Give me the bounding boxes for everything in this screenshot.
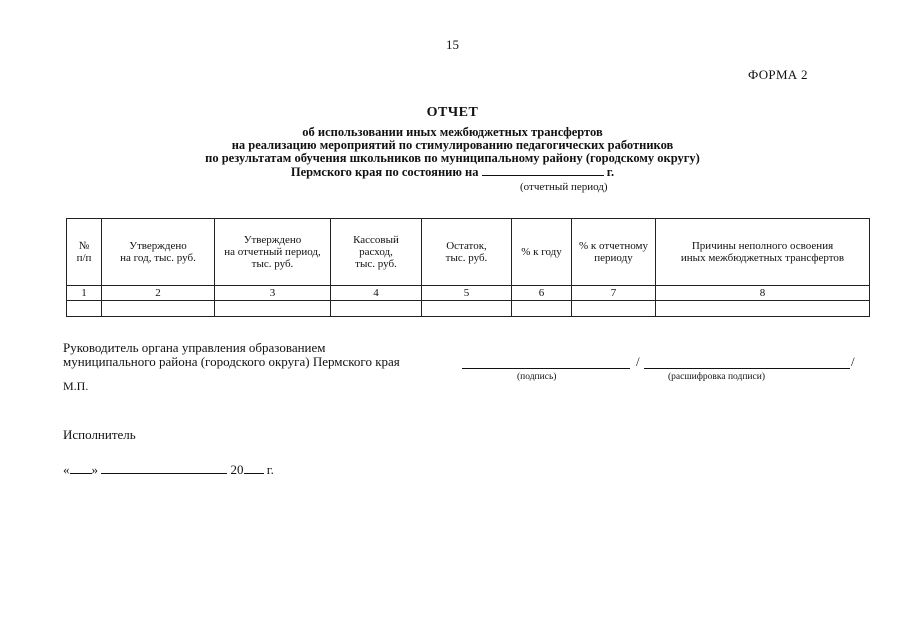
column-header-cash-expense	[331, 219, 422, 286]
table-cell	[512, 301, 572, 317]
column-number: 1	[67, 286, 102, 301]
report-table	[66, 218, 870, 317]
header-line: иных межбюджетных трансфертов	[680, 252, 845, 264]
column-number: 5	[422, 286, 512, 301]
column-header-percent-year	[512, 219, 572, 286]
column-header-reasons	[656, 219, 870, 286]
signature-separator: /	[636, 354, 640, 369]
header-line: тыс. руб.	[251, 258, 294, 270]
date-year-blank	[244, 462, 264, 474]
column-number-row	[67, 286, 870, 301]
table-row	[67, 301, 870, 317]
decode-caption: (расшифровка подписи)	[668, 372, 765, 382]
date-year-suffix: г.	[266, 462, 274, 477]
column-number: 2	[102, 286, 215, 301]
header-line: Остаток,	[446, 240, 487, 252]
signature-field	[462, 368, 630, 369]
stamp-label: М.П.	[63, 379, 89, 393]
subtitle-line-4-prefix: Пермского края по состоянию на	[290, 165, 479, 179]
date-line	[63, 462, 274, 478]
date-day-blank	[70, 462, 92, 474]
subtitle-line-3: по результатам обучения школьников по муниципальному району (городскому округу)	[205, 151, 700, 165]
column-header-approved-year	[102, 219, 215, 286]
header-line: на отчетный период,	[224, 246, 321, 258]
table-cell	[215, 301, 331, 317]
header-line: расход,	[359, 246, 393, 258]
date-month-blank	[101, 462, 227, 474]
signature-separator-end: /	[851, 354, 855, 369]
column-number: 8	[656, 286, 870, 301]
header-line: Утверждено	[243, 234, 302, 246]
header-line: на год, тыс. руб.	[120, 252, 196, 264]
header-line: % к году	[521, 246, 562, 258]
column-number: 6	[512, 286, 572, 301]
table-cell	[656, 301, 870, 317]
column-number: 7	[572, 286, 656, 301]
period-caption: (отчетный период)	[520, 181, 608, 193]
table-cell	[102, 301, 215, 317]
date-year-prefix: 20	[230, 462, 244, 477]
header-line: периоду	[594, 252, 633, 264]
column-header-row-number	[67, 219, 102, 286]
subtitle-line-4	[0, 165, 905, 179]
column-header-approved-period	[215, 219, 331, 286]
signature-caption: (подпись)	[517, 372, 557, 382]
column-header-balance	[422, 219, 512, 286]
date-open-quote: «	[63, 462, 70, 477]
table-cell	[67, 301, 102, 317]
table-header-row	[67, 219, 870, 286]
subtitle-line-1: об использовании иных межбюджетных трансфертов	[302, 125, 603, 139]
header-line: №	[78, 240, 90, 252]
header-line: тыс. руб.	[355, 258, 397, 270]
column-number: 3	[215, 286, 331, 301]
column-number: 4	[331, 286, 422, 301]
column-header-percent-period	[572, 219, 656, 286]
manager-title-line-2: муниципального района (городского округа) Пермского края	[63, 354, 400, 369]
table-cell	[422, 301, 512, 317]
header-line: тыс. руб.	[445, 252, 488, 264]
signature-decode-field	[644, 368, 850, 369]
subtitle-line-4-suffix: г.	[606, 165, 615, 179]
manager-title-line-1: Руководитель органа управления образованием	[63, 340, 326, 355]
executor-label: Исполнитель	[63, 427, 136, 442]
form-label: ФОРМА 2	[748, 67, 808, 82]
reporting-period-blank	[482, 165, 604, 176]
header-line: п/п	[76, 252, 92, 264]
page-number: 15	[446, 37, 459, 52]
report-title: ОТЧЕТ	[426, 105, 479, 120]
table-cell	[572, 301, 656, 317]
subtitle-line-2: на реализацию мероприятий по стимулированию педагогических работников	[231, 138, 674, 152]
date-close-quote: »	[91, 462, 98, 477]
header-line: Утверждено	[129, 240, 187, 252]
header-line: Причины неполного освоения	[691, 240, 834, 252]
header-line: Кассовый	[353, 234, 399, 246]
table-cell	[331, 301, 422, 317]
header-line: % к отчетному	[578, 240, 649, 252]
